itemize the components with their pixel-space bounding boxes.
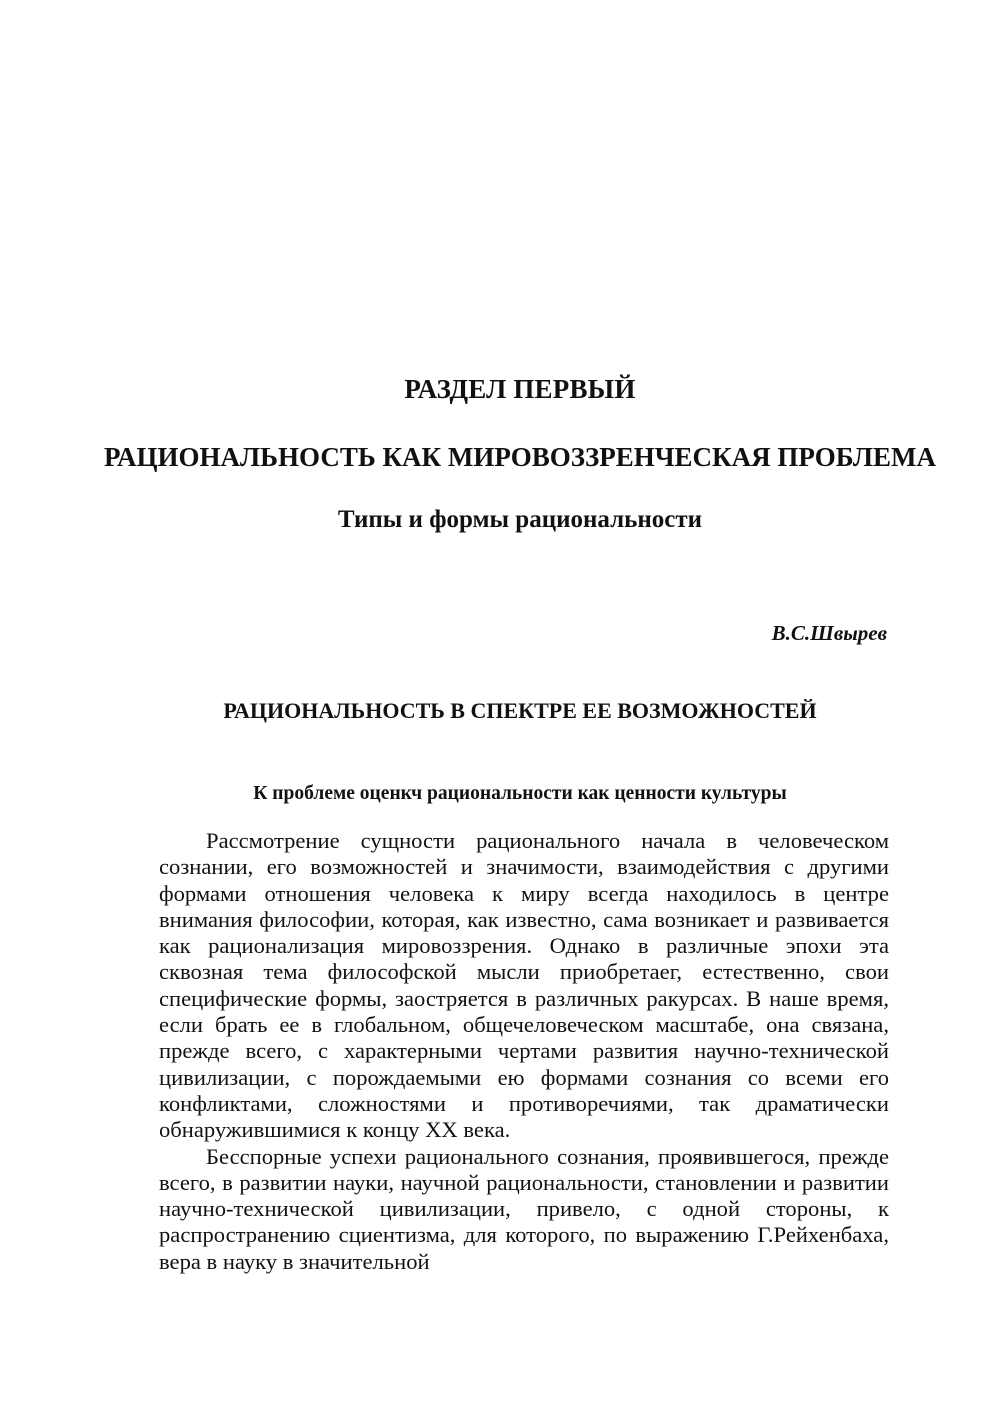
author-name: В.С.Швырев bbox=[771, 621, 887, 645]
paragraph: Бесспорные успехи рационального сознания, проявившегося, прежде всего, в развитии науки, научной рациональности, становлении и развитии научно-технической цивилизации, привело, с одной стороны, к распространению сциентизма, для которого, по выражению Г.Рейхенбаха, вера в науку в значительной bbox=[159, 1143, 889, 1274]
section-label: РАЗДЕЛ ПЕРВЫЙ bbox=[404, 374, 636, 404]
main-title: РАЦИОНАЛЬНОСТЬ КАК МИРОВОЗЗРЕНЧЕСКАЯ ПРОБЛЕМА bbox=[104, 442, 936, 472]
subtitle: Типы и формы рациональности bbox=[337, 506, 703, 533]
chapter-title: РАЦИОНАЛЬНОСТЬ В СПЕКТРЕ ЕЕ ВОЗМОЖНОСТЕЙ bbox=[223, 698, 817, 723]
body-text bbox=[159, 828, 889, 1275]
subsection-title: К проблеме оценкч рациональности как ценности культуры bbox=[253, 783, 787, 804]
paragraph: Рассмотрение сущности рационального начала в человеческом сознании, его возможностей и значимости, взаимодействия с другими формами отношения человека к миру всегда находилось в центре внимания философии, которая, как известно, сама возникает и развивается как рационализация мировоззрения. Однако в различные эпохи эта сквозная тема философской мысли приобретаег, естественно, свои специфические формы, заостряется в различных ракурсах. В наше время, если брать ее в глобальном, общечеловеческом масштабе, она связана, прежде всего, с характерными чертами развития научно-технической цивилизации, с порождаемыми ею формами сознания со всеми его конфликтами, сложностями и противоречиями, так драматически обнаружившимися к концу XX века. bbox=[159, 828, 889, 1143]
